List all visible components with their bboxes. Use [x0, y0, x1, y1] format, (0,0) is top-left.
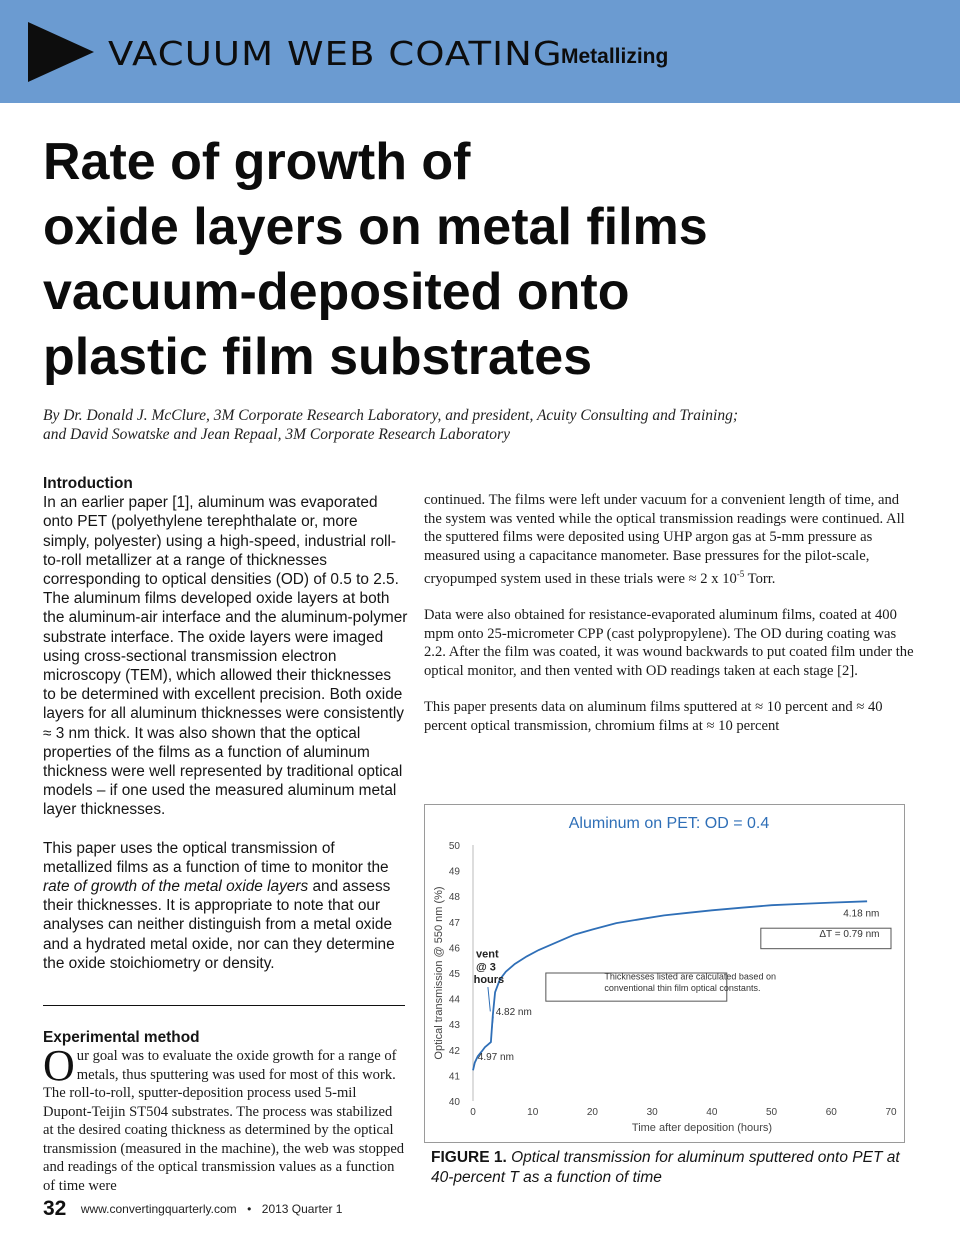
play-triangle-icon: [28, 22, 94, 82]
chart-annotation: 4.82 nm: [495, 1007, 532, 1019]
intro-heading: Introduction: [43, 475, 133, 492]
purpose-text-end: and assess their thicknesses. It is appropriate to note that our analyses can neither distinguish from a metal oxide and a hydrated metal oxide, nor can they determine the oxide stoichiometry or density.: [43, 878, 395, 972]
x-tick-label: 60: [825, 1107, 837, 1118]
y-tick-label: 44: [448, 994, 460, 1006]
title-line: Rate of growth of: [43, 133, 471, 191]
y-tick-label: 40: [448, 1097, 460, 1108]
experimental-text: ur goal was to evaluate the oxide growth for a range of metals, thus sputtering was used for most of this work. The roll-to-roll, sputter-deposition process used 5-mil Dupont-Teijin ST504 substrates. The process was stabilized at the desired coating thickness as determined by the optical transmission (measured in the machine), the web was stopped and readings of the optical transmission values as a function of time were: [43, 1048, 405, 1194]
section-divider: [43, 1005, 405, 1006]
right-column: [424, 491, 914, 753]
experimental-section: [43, 1028, 405, 1195]
y-tick-label: 47: [448, 917, 460, 929]
header-banner: [0, 0, 960, 103]
website-link[interactable]: www.convertingquarterly.com: [80, 1202, 237, 1216]
experimental-paragraph: [43, 1041, 405, 1195]
experimental-heading: Experimental method: [43, 1029, 200, 1046]
y-tick-label: 43: [448, 1020, 460, 1032]
section-label: Metallizing: [561, 45, 669, 68]
byline: [43, 406, 923, 444]
vent-arrow: [488, 987, 490, 1011]
x-tick-label: 50: [766, 1107, 778, 1118]
figure-1: [424, 804, 905, 1143]
byline-line: By Dr. Donald J. McClure, 3M Corporate Research Laboratory, and president, Acuity Consulting and Training;: [43, 407, 739, 424]
title-line: vacuum-deposited onto: [43, 263, 630, 321]
intro-paragraph: In an earlier paper [1], aluminum was evaporated onto PET (polyethylene terephthalate or, more simply, polyester) using a high-speed, industrial roll-to-roll metallizer at a range of thicknesses corresponding to optical densities (OD) of 0.5 to 2.5. The aluminum films developed oxide layers at both the aluminum-air interface and the aluminum-polymer substrate interface. The oxide layers were imaged using cross-sectional transmission electron microscopy (TEM), which allowed their thicknesses to be determined with excellent precision. Both oxide layers for all aluminum thicknesses were consistently ≈ 3 nm thick. It was also shown that the optical properties of the films as a function of aluminum thickness were well represented by traditional optical models – if one used the measured aluminum metal layer thicknesses.: [43, 494, 408, 819]
purpose-emphasis: rate of growth of the metal oxide layers: [43, 878, 309, 896]
right-paragraph-2: Data were also obtained for resistance-evaporated aluminum films, coated at 400 mpm onto 25-micrometer CPP (cast polypropylene). The OD during coating was 2.2. After the film was coated, it was wound backwards to put coated film under the optical monitor, and then vented with OD readings taken at each stage [2].: [424, 607, 914, 679]
x-tick-label: 10: [527, 1107, 539, 1118]
figure-caption-text: Optical transmission for aluminum sputtered onto PET at 40-percent T as a function of time: [431, 1149, 900, 1186]
title-line: oxide layers on metal films: [43, 198, 708, 256]
chart-annotation: conventional thin film optical constants.: [604, 982, 761, 993]
chart-annotation: ΔT = 0.79 nm: [819, 929, 880, 941]
page-footer: [43, 1197, 342, 1221]
chart-annotation: vent: [475, 948, 499, 961]
transmission-chart: [425, 805, 904, 1142]
purpose-text-start: This paper uses the optical transmission of metallized films as a function of time to monitor the: [43, 839, 389, 876]
page-number: 32: [43, 1197, 67, 1220]
chart-annotation: Thicknesses listed are calculated based on: [604, 971, 776, 982]
chart-annotation: @ 3: [475, 961, 496, 974]
x-axis-label: Time after deposition (hours): [631, 1122, 773, 1134]
x-tick-label: 20: [586, 1107, 598, 1118]
issue-label: 2013 Quarter 1: [261, 1202, 343, 1216]
right-paragraph-3: This paper presents data on aluminum films sputtered at ≈ 10 percent and ≈ 40 percent optical transmission, chromium films at ≈ 10 percent: [424, 699, 883, 734]
title-line: plastic film substrates: [43, 328, 593, 386]
exponent: -5: [736, 569, 745, 579]
x-tick-label: 70: [885, 1107, 897, 1118]
chart-annotation: 4.97 nm: [477, 1052, 514, 1064]
drop-cap: O: [43, 1041, 75, 1090]
left-column: [43, 474, 408, 973]
y-axis-label: Optical transmission @ 550 nm (%): [433, 886, 445, 1060]
purpose-paragraph: [43, 839, 408, 973]
chart-annotation: hours: [473, 974, 505, 987]
byline-line: and David Sowatske and Jean Repaal, 3M Corporate Research Laboratory: [43, 426, 510, 443]
right-p1-text: continued. The films were left under vacuum for a convenient length of time, and the system was vented while the optical transmission readings were continued. All the sputtered films were deposited using UHP argon gas at 5-mm pressure as measured using a capacitance manometer. Base pressures for the pilot-scale, cryopumped system used in these trials were ≈ 2 x 10: [424, 492, 905, 587]
y-tick-label: 41: [448, 1071, 460, 1083]
magazine-name: VACUUM WEB COATING: [108, 34, 563, 73]
right-paragraph-1: [424, 491, 914, 588]
chart-annotation: 4.18 nm: [843, 908, 880, 920]
chart-title: Aluminum on PET: OD = 0.4: [568, 815, 770, 832]
y-tick-label: 50: [448, 841, 460, 852]
x-tick-label: 40: [706, 1107, 718, 1118]
x-tick-label: 0: [470, 1107, 476, 1118]
y-tick-label: 45: [448, 969, 460, 980]
right-p1-end: Torr.: [744, 570, 776, 587]
figure-label: FIGURE 1.: [431, 1149, 507, 1166]
figure-caption: [431, 1148, 911, 1187]
footer-separator: •: [247, 1202, 252, 1216]
y-tick-label: 46: [448, 943, 460, 955]
y-tick-label: 48: [448, 892, 460, 904]
x-tick-label: 30: [646, 1107, 658, 1118]
y-tick-label: 42: [448, 1045, 460, 1057]
y-tick-label: 49: [448, 866, 460, 878]
article-title: [43, 130, 923, 390]
